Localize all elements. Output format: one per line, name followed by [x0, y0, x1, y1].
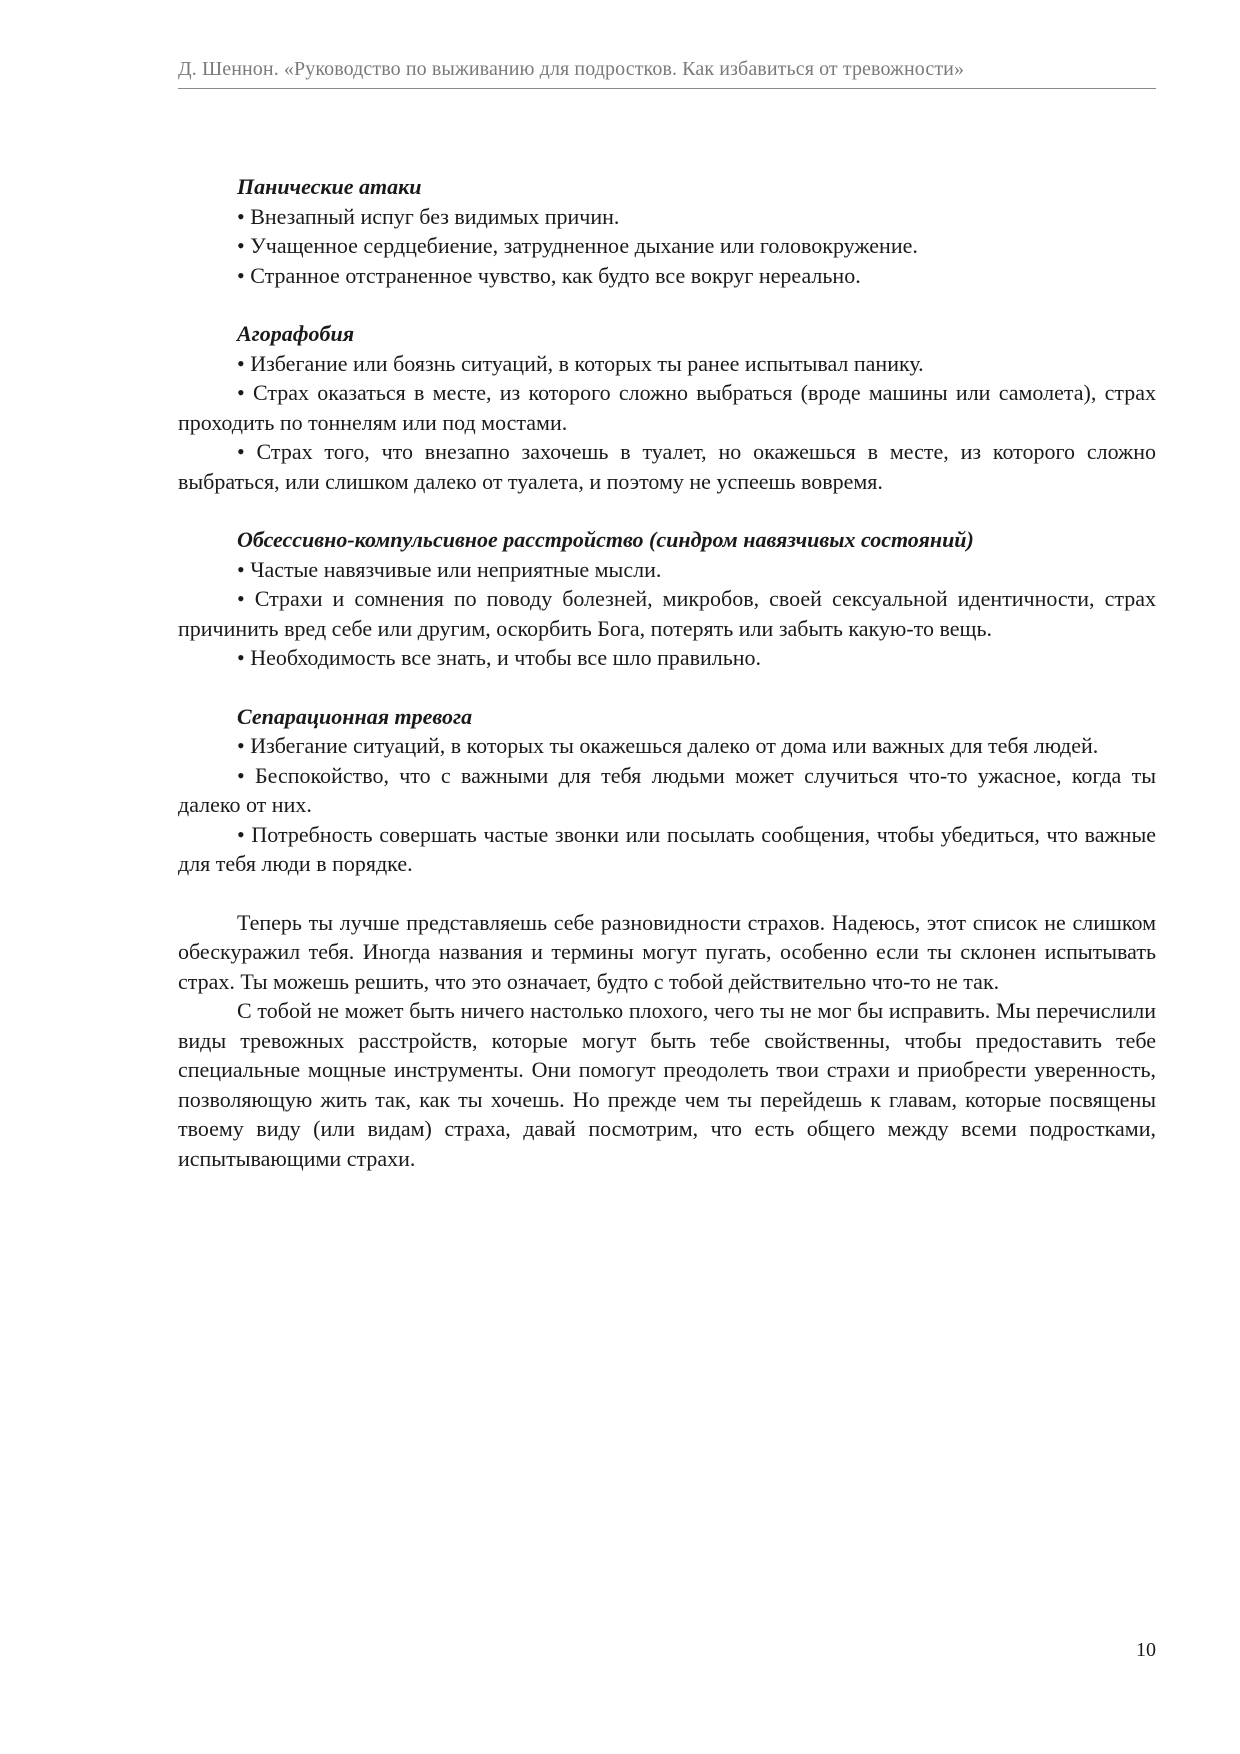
section-title: Обсессивно-компульсивное расстройство (синдром навязчивых состояний): [237, 527, 974, 552]
section-ocd: [178, 525, 1156, 673]
list-item: • Учащенное сердцебиение, затрудненное дыхание или головокружение.: [237, 233, 918, 258]
section-title: Сепарационная тревога: [237, 703, 473, 729]
section-panic-attacks: [178, 172, 1156, 290]
body-paragraph: Теперь ты лучше представляешь себе разновидности страхов. Надеюсь, этот список не слишком обескуражил тебя. Иногда названия и термины могут пугать, особенно если ты склонен испытывать страх. Ты можешь решить, что это означает, будто с тобой действительно что-то не так.: [178, 909, 1156, 994]
section-separation-anxiety: [178, 702, 1156, 879]
body-text: [178, 908, 1156, 1174]
list-item: • Страх того, что внезапно захочешь в туалет, но окажешься в месте, из которого сложно выбраться, или слишком далеко от туалета, и поэтому не успеешь вовремя.: [178, 439, 1156, 494]
running-header: Д. Шеннон. «Руководство по выживанию для подростков. Как избавиться от тревожности»: [178, 58, 965, 80]
list-item: • Страхи и сомнения по поводу болезней, микробов, своей сексуальной идентичности, страх причинить вред себе или другим, оскорбить Бога, потерять или забыть какую-то вещь.: [178, 586, 1156, 641]
list-item: • Беспокойство, что с важными для тебя людьми может случиться что-то ужасное, когда ты далеко от них.: [178, 762, 1156, 817]
header-divider: [178, 88, 1156, 89]
section-agoraphobia: [178, 319, 1156, 496]
list-item: • Внезапный испуг без видимых причин.: [237, 203, 620, 229]
list-item: • Потребность совершать частые звонки или посылать сообщения, чтобы убедиться, что важные для тебя люди в порядке.: [178, 821, 1156, 876]
list-item: • Избегание ситуаций, в которых ты окажешься далеко от дома или важных для тебя людей.: [237, 733, 1099, 758]
list-item: • Избегание или боязнь ситуаций, в которых ты ранее испытывал панику.: [237, 350, 924, 376]
section-title: Панические атаки: [237, 174, 422, 199]
list-item: • Частые навязчивые или неприятные мысли.: [237, 556, 662, 582]
list-item: • Необходимость все знать, и чтобы все шло правильно.: [237, 645, 762, 670]
section-title: Агорафобия: [237, 321, 355, 346]
list-item: • Страх оказаться в месте, из которого сложно выбраться (вроде машины или самолета), страх проходить по тоннелям или под мостами.: [178, 380, 1156, 435]
page-content: [178, 172, 1156, 1173]
list-item: • Странное отстраненное чувство, как будто все вокруг нереально.: [237, 262, 861, 288]
page-number: 10: [1136, 1639, 1156, 1661]
body-paragraph: С тобой не может быть ничего настолько плохого, чего ты не мог бы исправить. Мы перечислили виды тревожных расстройств, которые могут быть тебе свойственны, чтобы предоставить тебе специальные мощные инструменты. Они помогут преодолеть твои страхи и приобрести уверенность, позволяющую жить так, как ты хочешь. Но прежде чем ты перейдешь к главам, которые посвящены твоему виду (или видам) страха, давай посмотрим, что есть общего между всеми подростками, испытывающими страхи.: [178, 998, 1156, 1171]
